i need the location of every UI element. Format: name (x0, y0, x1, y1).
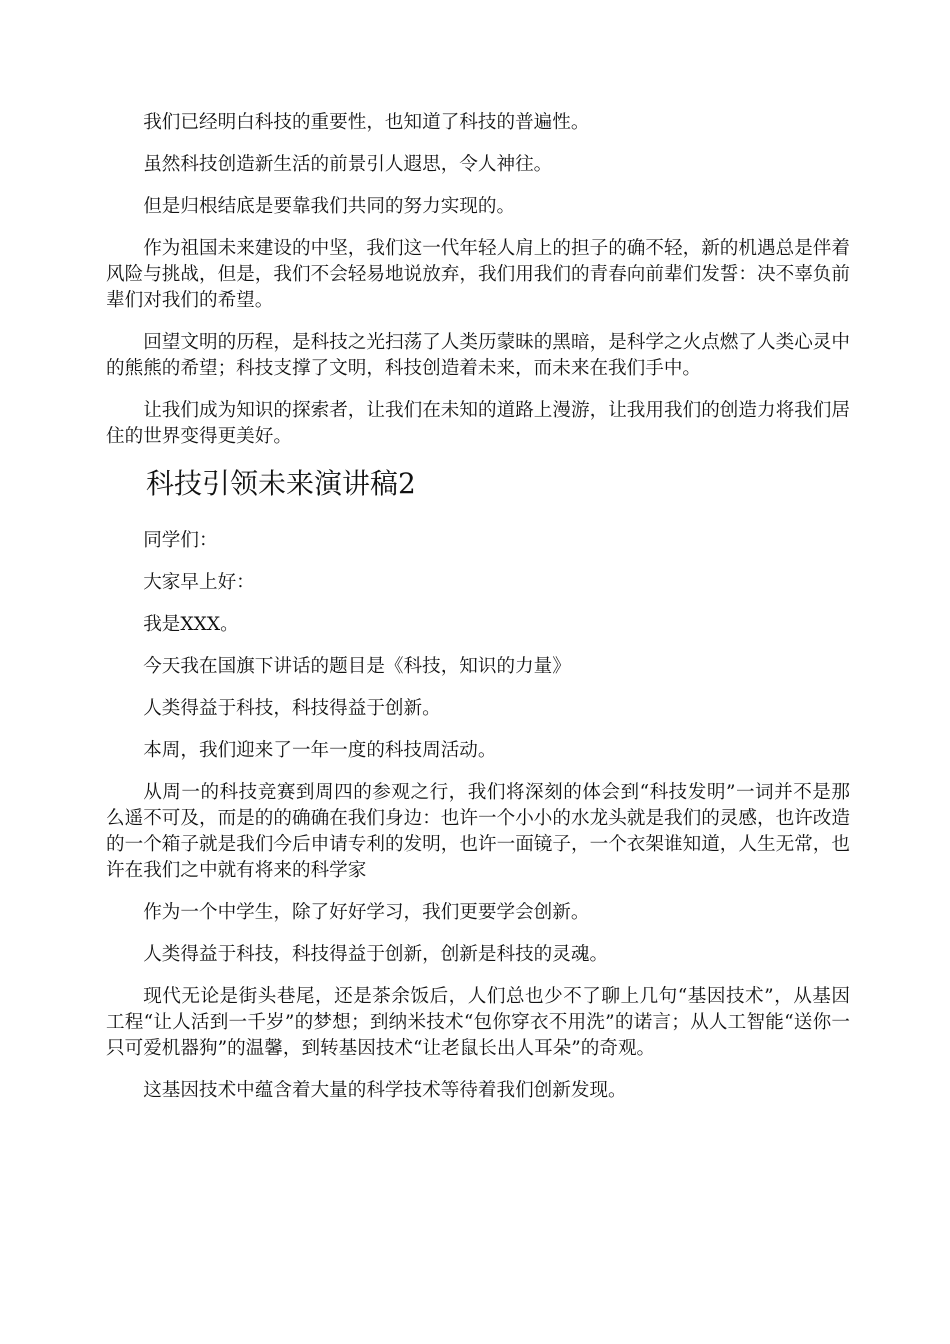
paragraph: 虽然科技创造新生活的前景引人遐思，令人神往。 (143, 154, 553, 175)
paragraph: 大家早上好： (143, 572, 255, 593)
paragraph: 作为祖国未来建设的中坚，我们这一代年轻人肩上的担子的确不轻，新的机遇总是伴着风险与挑战，但是，我们不会轻易地说放弃，我们用我们的青春向前辈们发誓：决不辜负前辈们对我们的希望。 (106, 238, 850, 311)
paragraph: 这基因技术中蕴含着大量的科学技术等待着我们创新发现。 (143, 1080, 627, 1101)
paragraph: 今天我在国旗下讲话的题目是《科技，知识的力量》 (143, 656, 571, 677)
paragraph: 我们已经明白科技的重要性，也知道了科技的普遍性。 (143, 112, 590, 133)
document-page (106, 110, 850, 1120)
paragraph: 但是归根结底是要靠我们共同的努力实现的。 (143, 196, 516, 217)
paragraph: 人类得益于科技，科技得益于创新，创新是科技的灵魂。 (143, 944, 609, 965)
paragraph: 本周，我们迎来了一年一度的科技周活动。 (143, 740, 497, 761)
paragraph: 我是XXX。 (143, 614, 239, 635)
paragraph: 让我们成为知识的探索者，让我们在未知的道路上漫游，让我用我们的创造力将我们居住的世界变得更美好。 (106, 400, 850, 447)
paragraph: 回望文明的历程，是科技之光扫荡了人类历蒙昧的黑暗，是科学之火点燃了人类心灵中的熊熊的希望；科技支撑了文明，科技创造着未来，而未来在我们手中。 (106, 332, 850, 379)
paragraph: 人类得益于科技，科技得益于创新。 (143, 698, 441, 719)
paragraph: 现代无论是街头巷尾，还是茶余饭后，人们总也少不了聊上几句“基因技术”，从基因工程“让人活到一千岁”的梦想；到纳米技术“包你穿衣不用洗”的诺言；从人工智能“送你一只可爱机器狗”的温馨，到转基因技术“让老鼠长出人耳朵”的奇观。 (106, 986, 850, 1059)
paragraph: 同学们： (143, 530, 218, 551)
paragraph: 作为一个中学生，除了好好学习，我们更要学会创新。 (143, 902, 590, 923)
section-heading: 科技引领未来演讲稿2 (146, 467, 416, 500)
paragraph: 从周一的科技竞赛到周四的参观之行，我们将深刻的体会到“科技发明”一词并不是那么遥不可及，而是的的确确在我们身边：也许一个小小的水龙头就是我们的灵感，也许改造的一个箱子就是我们今后申请专利的发明，也许一面镜子，一个衣架谁知道，人生无常，也许在我们之中就有将来的科学家 (106, 782, 850, 881)
